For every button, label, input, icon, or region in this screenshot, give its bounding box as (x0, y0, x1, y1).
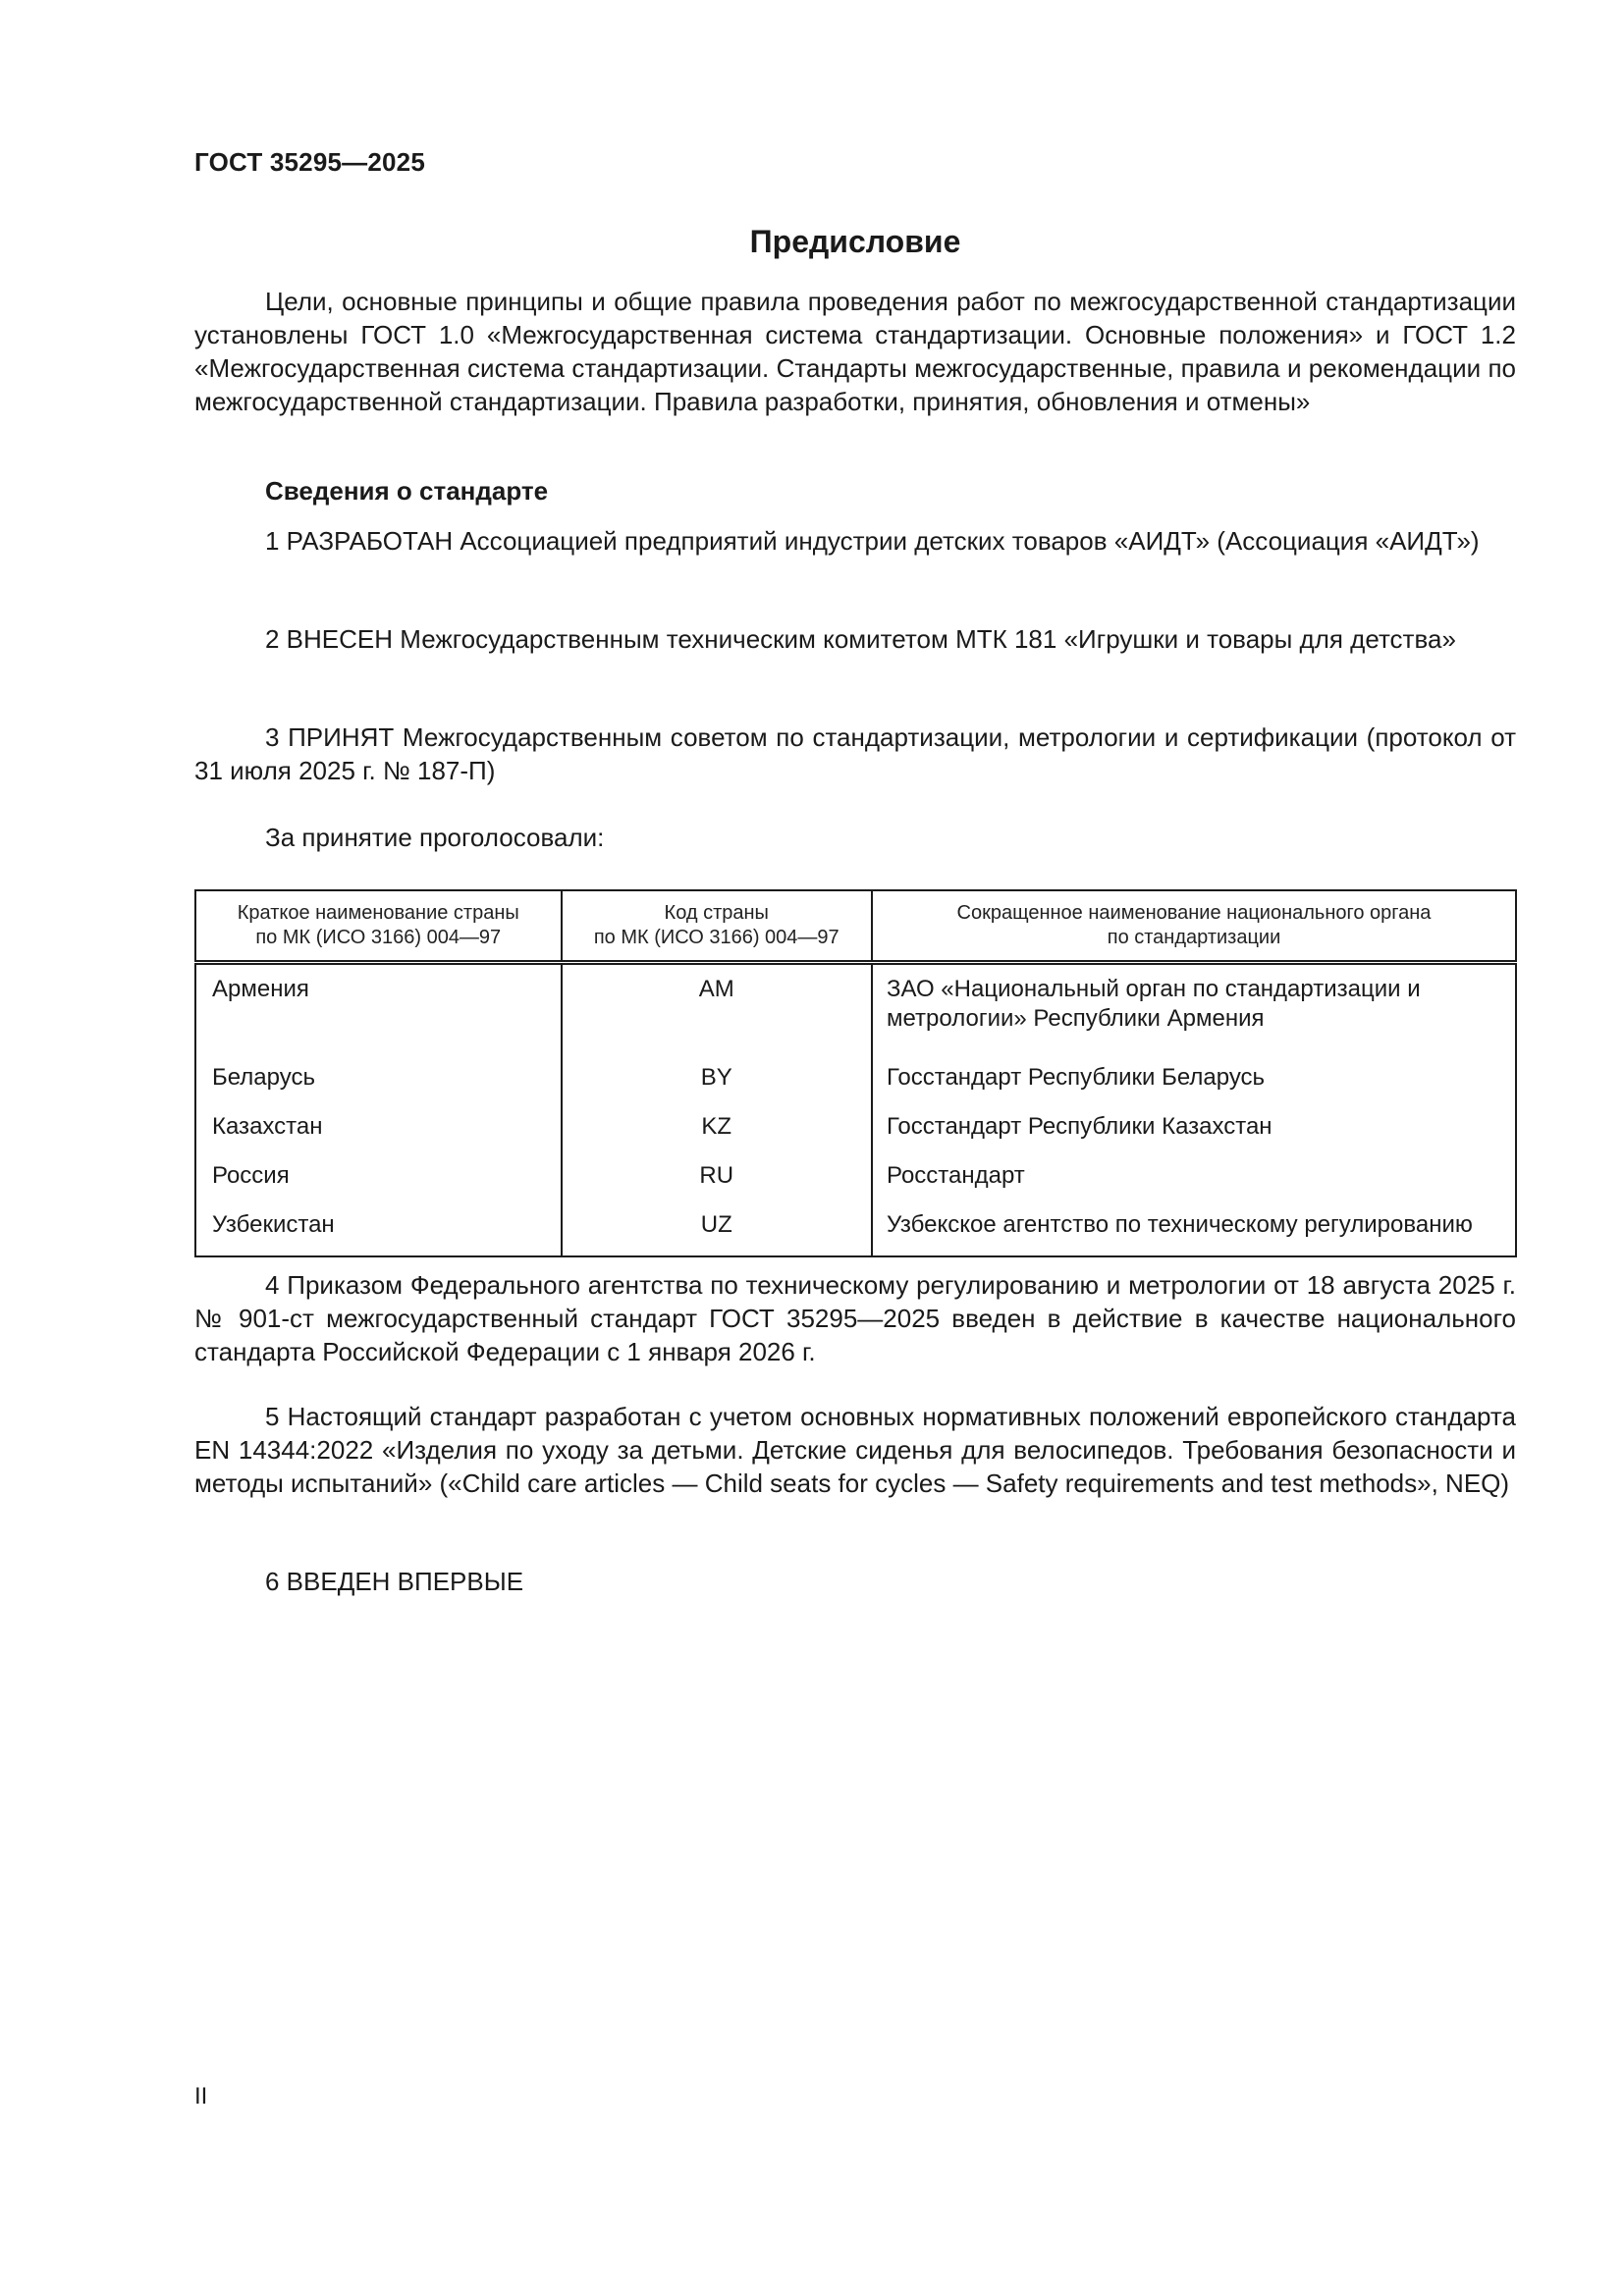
org-cell: Госстандарт Республики Казахстан (872, 1102, 1516, 1151)
table-header-row (195, 890, 1516, 963)
voted-block (194, 821, 1516, 854)
code-cell: KZ (562, 1102, 872, 1151)
item-3-paragraph: 3 ПРИНЯТ Межгосударственным советом по стандартизации, метрологии и сертификации (протокол от 31 июля 2025 г. № 187-П) (194, 722, 1516, 785)
section-subheading: Сведения о стандарте (265, 476, 549, 506)
intro-paragraph-block (194, 285, 1516, 418)
org-cell: Росстандарт (872, 1151, 1516, 1201)
code-cell: BY (562, 1053, 872, 1102)
table-row (195, 963, 1516, 1054)
voted-label: За принятие проголосовали: (265, 823, 605, 852)
item-2-block (194, 622, 1516, 656)
country-cell: Беларусь (195, 1053, 562, 1102)
header-org-line1: Сокращенное наименование национального органа (956, 902, 1432, 924)
item-5-block (194, 1400, 1516, 1500)
item-6-paragraph: 6 ВВЕДЕН ВПЕРВЫЕ (265, 1567, 524, 1596)
header-code (562, 890, 872, 963)
org-cell: ЗАО «Национальный орган по стандартизации и метрологии» Республики Армения (872, 963, 1516, 1054)
item-1-paragraph: 1 РАЗРАБОТАН Ассоциацией предприятий индустрии детских товаров «АИДТ» (Ассоциация «АИДТ») (265, 526, 1480, 556)
item-1-block (194, 524, 1516, 558)
document-number-header: ГОСТ 35295—2025 (194, 147, 425, 177)
header-org (872, 890, 1516, 963)
page-number: II (194, 2083, 208, 2109)
intro-paragraph: Цели, основные принципы и общие правила проведения работ по межгосударственной стандартизации установлены ГОСТ 1.0 «Межгосударственная система стандартизации. Основные положения» и ГОСТ 1.2 «Межгосударственная система стандартизации. Стандарты межгосударственные, правила и рекомендации по межгосударственной стандартизации. Правила разработки, принятия, обновления и отмены» (194, 287, 1516, 416)
page-title: Предисловие (749, 224, 961, 259)
voting-countries-table (194, 889, 1517, 1257)
org-cell: Узбекское агентство по техническому регулированию (872, 1201, 1516, 1256)
table-row (195, 1151, 1516, 1201)
country-cell: Россия (195, 1151, 562, 1201)
code-cell: RU (562, 1151, 872, 1201)
item-6-block (194, 1565, 1516, 1598)
header-org-line2: по стандартизации (1107, 927, 1281, 948)
header-code-line1: Код страны (664, 902, 769, 924)
item-4-paragraph: 4 Приказом Федерального агентства по техническому регулированию и метрологии от 18 августа 2025 г. № 901-ст межгосударственный стандарт ГОСТ 35295—2025 введен в действие в качестве национального стандарта Российской Федерации с 1 января 2026 г. (194, 1270, 1516, 1366)
item-2-paragraph: 2 ВНЕСЕН Межгосударственным техническим комитетом МТК 181 «Игрушки и товары для детства» (265, 624, 1456, 654)
header-country-line2: по МК (ИСО 3166) 004—97 (255, 927, 502, 948)
header-code-line2: по МК (ИСО 3166) 004—97 (593, 927, 839, 948)
country-cell: Узбекистан (195, 1201, 562, 1256)
country-cell: Казахстан (195, 1102, 562, 1151)
header-country-line1: Краткое наименование страны (237, 902, 519, 924)
item-3-block (194, 721, 1516, 787)
country-cell: Армения (195, 963, 562, 1054)
item-5-paragraph: 5 Настоящий стандарт разработан с учетом основных нормативных положений европейского стандарта EN 14344:2022 «Изделия по уходу за детьми. Детские сиденья для велосипедов. Требования безопасности и методы испытаний» («Child care articles — Child seats for cycles — Safety requirements and test methods», NEQ) (194, 1402, 1516, 1498)
table-row (195, 1102, 1516, 1151)
header-country (195, 890, 562, 963)
code-cell: UZ (562, 1201, 872, 1256)
item-4-block (194, 1268, 1516, 1368)
table-row (195, 1201, 1516, 1256)
subhead-block (194, 476, 1516, 507)
org-cell: Госстандарт Республики Беларусь (872, 1053, 1516, 1102)
code-cell: AM (562, 963, 872, 1054)
table-row (195, 1053, 1516, 1102)
